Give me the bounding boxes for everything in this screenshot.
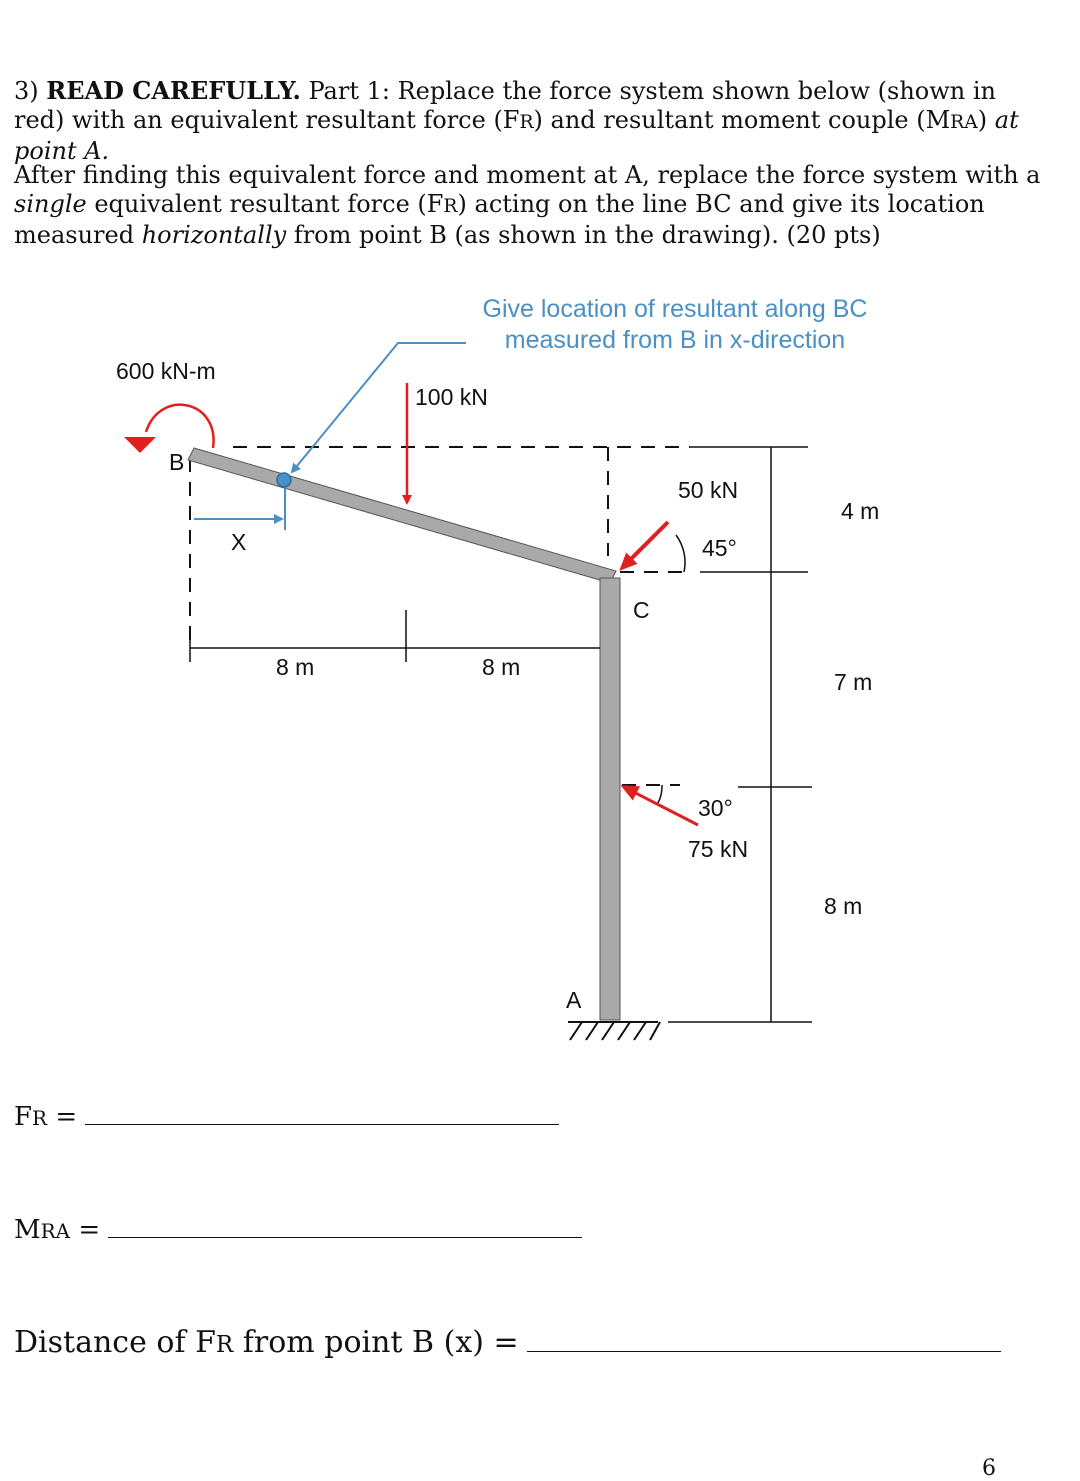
dim-8m-vertical: 8 m bbox=[824, 893, 863, 919]
force-75-arrow bbox=[624, 785, 698, 825]
fr-answer-line: FR = bbox=[14, 1100, 559, 1132]
point-a-label: A bbox=[566, 987, 582, 1013]
resultant-location-dot bbox=[277, 473, 291, 487]
force-75-label: 75 kN bbox=[688, 836, 749, 862]
dim-8m-left: 8 m bbox=[276, 654, 315, 680]
force-100-label: 100 kN bbox=[415, 384, 488, 410]
problem-number: 3) bbox=[14, 77, 39, 105]
moment-label: 600 kN-m bbox=[116, 358, 216, 384]
force-50-label: 50 kN bbox=[678, 477, 739, 503]
dim-7m: 7 m bbox=[834, 669, 873, 695]
x-measurement bbox=[194, 473, 291, 530]
fixed-support bbox=[568, 1022, 660, 1040]
point-b-label: B bbox=[169, 449, 185, 475]
page-number: 6 bbox=[982, 1456, 996, 1481]
member-bc bbox=[188, 448, 616, 583]
horizontal-dimension bbox=[190, 610, 600, 662]
fr-answer-blank[interactable] bbox=[85, 1100, 559, 1125]
column-ca bbox=[600, 578, 620, 1020]
vertical-dimension bbox=[668, 447, 812, 1022]
problem-statement: 3) READ CAREFULLY. Part 1: Replace the force system shown below (shown in red) with an equivalent resultant force (FR) and resultant moment couple (MRA) at point A. bbox=[14, 76, 1019, 165]
force-50-arrow bbox=[622, 522, 685, 572]
dim-4m: 4 m bbox=[841, 498, 880, 524]
problem-part2: After finding this equivalent force and moment at A, replace the force system with a single equivalent resultant force (FR) acting on the line BC and give its location measured horizontally from point B (as shown in the drawing). (20 pts) bbox=[14, 161, 1041, 249]
x-label: X bbox=[231, 529, 247, 555]
point-c-label: C bbox=[633, 597, 650, 623]
problem-title: READ CAREFULLY. bbox=[46, 76, 301, 105]
note-line-1: Give location of resultant along BC bbox=[482, 295, 868, 323]
angle-45-label: 45° bbox=[702, 535, 737, 561]
mra-answer-line: MRA = bbox=[14, 1213, 582, 1245]
angle-30-label: 30° bbox=[698, 795, 733, 821]
mra-answer-blank[interactable] bbox=[108, 1213, 582, 1238]
dim-8m-right: 8 m bbox=[482, 654, 521, 680]
distance-answer-line: Distance of FR from point B (x) = bbox=[14, 1325, 1001, 1360]
moment-600-icon bbox=[124, 405, 214, 453]
note-line-2: measured from B in x-direction bbox=[504, 326, 846, 354]
distance-answer-blank[interactable] bbox=[527, 1327, 1001, 1352]
